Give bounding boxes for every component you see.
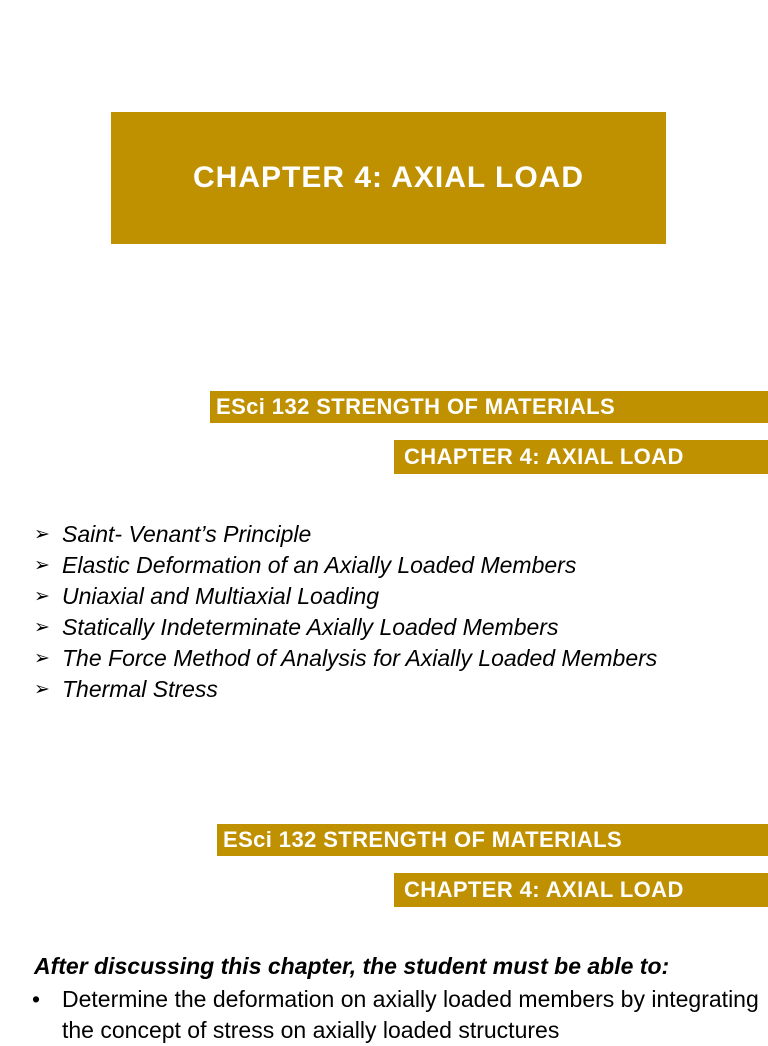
- list-item: [34, 581, 657, 612]
- chapter-header: CHAPTER 4: AXIAL LOAD: [394, 440, 768, 474]
- list-item: [32, 984, 768, 1046]
- course-header: ESci 132 STRENGTH OF MATERIALS: [210, 391, 768, 423]
- topic-text: Thermal Stress: [62, 676, 218, 702]
- topic-text: Elastic Deformation of an Axially Loaded Members: [62, 552, 577, 578]
- arrow-bullet-icon: ➢: [34, 555, 50, 576]
- arrow-bullet-icon: ➢: [34, 679, 50, 700]
- arrow-bullet-icon: ➢: [34, 617, 50, 638]
- arrow-bullet-icon: ➢: [34, 648, 50, 669]
- topic-text: The Force Method of Analysis for Axially Loaded Members: [62, 645, 658, 671]
- list-item: [34, 674, 657, 705]
- arrow-bullet-icon: ➢: [34, 524, 50, 545]
- objective-text: Determine the deformation on axially loaded members by integrating the concept of stress on axially loaded structures: [62, 986, 759, 1043]
- topic-text: Saint- Venant’s Principle: [62, 521, 312, 547]
- topic-text: Uniaxial and Multiaxial Loading: [62, 583, 380, 609]
- list-item: [34, 550, 657, 581]
- topic-list: [34, 519, 657, 705]
- topic-text: Statically Indeterminate Axially Loaded Members: [62, 614, 559, 640]
- arrow-bullet-icon: ➢: [34, 586, 50, 607]
- chapter-title: CHAPTER 4: AXIAL LOAD: [192, 161, 585, 194]
- objectives-list: [32, 984, 768, 1046]
- course-header: ESci 132 STRENGTH OF MATERIALS: [217, 824, 768, 856]
- chapter-title-banner: [111, 112, 666, 244]
- list-item: [34, 519, 657, 550]
- objectives-heading: After discussing this chapter, the student must be able to:: [34, 953, 670, 979]
- chapter-header: CHAPTER 4: AXIAL LOAD: [394, 873, 768, 907]
- list-item: [34, 612, 657, 643]
- list-item: [34, 643, 657, 674]
- bullet-icon: •: [32, 986, 41, 1012]
